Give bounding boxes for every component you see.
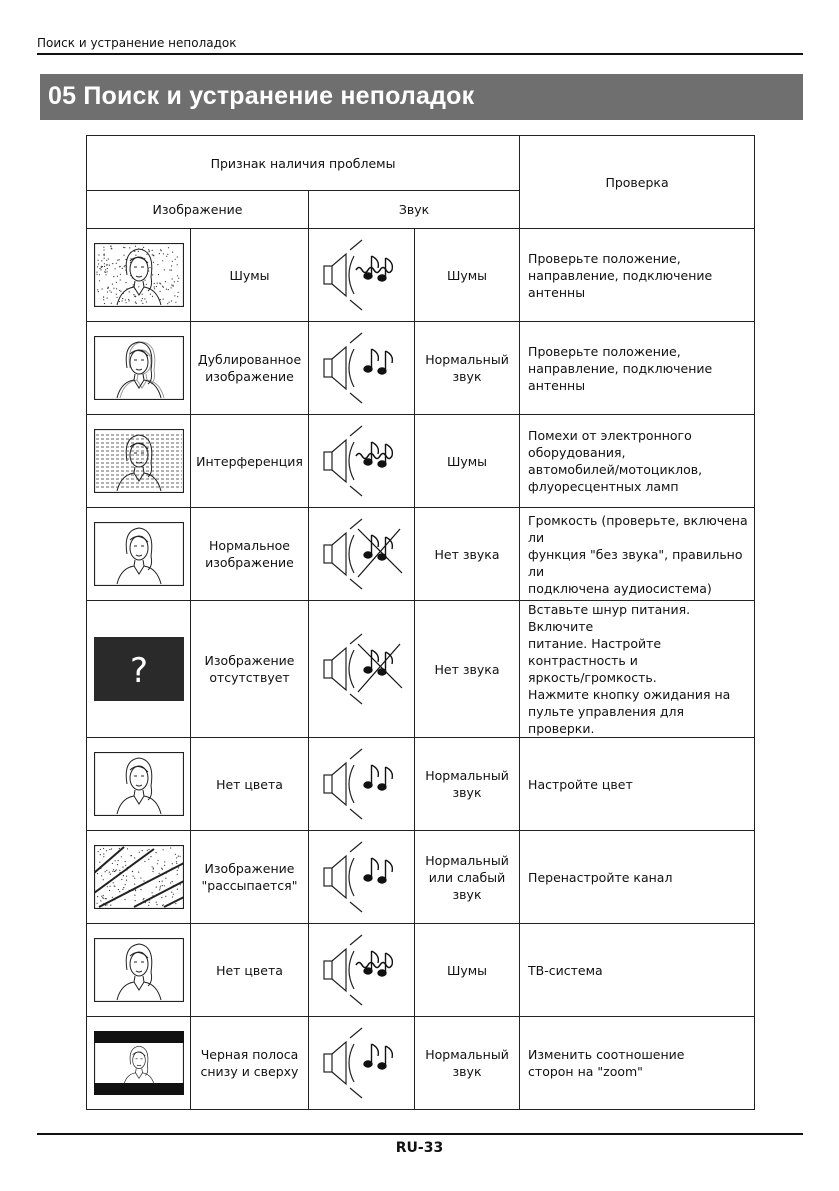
check-action: Проверьте положение, направление, подключение антенны xyxy=(520,229,755,322)
picture-symptom: Черная полоса снизу и сверху xyxy=(191,1017,309,1110)
table-row xyxy=(87,415,755,508)
tv-no-color-icon xyxy=(87,738,191,831)
picture-symptom: Нормальное изображение xyxy=(191,508,309,601)
check-action: Проверьте положение, направление, подключение антенны xyxy=(520,322,755,415)
running-title: Поиск и устранение неполадок xyxy=(37,36,237,50)
tv-black-bars-icon xyxy=(87,1017,191,1110)
sound-symptom: Нет звука xyxy=(415,508,520,601)
check-action: Перенастройте канал xyxy=(520,831,755,924)
check-action: Помехи от электронного оборудования, автомобилей/мотоциклов, флуоресцентных ламп xyxy=(520,415,755,508)
section-banner xyxy=(40,74,803,120)
tv-normal-picture-icon xyxy=(87,508,191,601)
check-action: Изменить соотношение сторон на "zoom" xyxy=(520,1017,755,1110)
check-action: Громкость (проверьте, включена ли функция "без звука", правильно ли подключена аудиосистема) xyxy=(520,508,755,601)
check-action: ТВ-система xyxy=(520,924,755,1017)
tv-no-picture-icon xyxy=(87,601,191,738)
tv-scrambled-picture-icon xyxy=(87,831,191,924)
table-row xyxy=(87,229,755,322)
picture-header: Изображение xyxy=(87,191,309,229)
table-row xyxy=(87,322,755,415)
picture-symptom: Нет цвета xyxy=(191,738,309,831)
speaker-normal-icon xyxy=(309,831,415,924)
tv-double-image-icon xyxy=(87,322,191,415)
speaker-muted-icon xyxy=(309,601,415,738)
speaker-noise-icon xyxy=(309,229,415,322)
sound-symptom: Нет звука xyxy=(415,601,520,738)
table-row xyxy=(87,1017,755,1110)
header-rule xyxy=(37,53,803,55)
troubleshooting-table xyxy=(86,135,755,1110)
footer-rule xyxy=(37,1133,803,1135)
speaker-noise-icon xyxy=(309,415,415,508)
check-action: Вставьте шнур питания. Включите питание. Настройте контрастность и яркость/громкость. Нажмите кнопку ожидания на пульте управления для проверки. xyxy=(520,601,755,738)
sound-symptom: Шумы xyxy=(415,415,520,508)
picture-symptom: Шумы xyxy=(191,229,309,322)
speaker-normal-icon xyxy=(309,738,415,831)
sound-symptom: Шумы xyxy=(415,924,520,1017)
picture-symptom: Изображение отсутствует xyxy=(191,601,309,738)
tv-no-color-icon xyxy=(87,924,191,1017)
check-header: Проверка xyxy=(520,136,755,229)
section-title: 05 Поиск и устранение неполадок xyxy=(48,82,475,110)
svg-text:?: ? xyxy=(129,651,148,691)
symptom-header: Признак наличия проблемы xyxy=(87,136,520,191)
picture-symptom: Дублированное изображение xyxy=(191,322,309,415)
speaker-noise-icon xyxy=(309,924,415,1017)
page-number: RU-33 xyxy=(395,1140,444,1156)
tv-noisy-picture-icon xyxy=(87,229,191,322)
table-row xyxy=(87,508,755,601)
picture-symptom: Нет цвета xyxy=(191,924,309,1017)
speaker-normal-icon xyxy=(309,1017,415,1110)
speaker-muted-icon xyxy=(309,508,415,601)
picture-symptom: Изображение "рассыпается" xyxy=(191,831,309,924)
table-row xyxy=(87,924,755,1017)
check-action: Настройте цвет xyxy=(520,738,755,831)
table-row xyxy=(87,831,755,924)
table-row xyxy=(87,738,755,831)
sound-symptom: Нормальный звук xyxy=(415,1017,520,1110)
tv-interference-icon xyxy=(87,415,191,508)
sound-symptom: Нормальный звук xyxy=(415,738,520,831)
sound-symptom: Нормальный звук xyxy=(415,322,520,415)
table-row xyxy=(87,601,755,738)
sound-symptom: Нормальный или слабый звук xyxy=(415,831,520,924)
sound-symptom: Шумы xyxy=(415,229,520,322)
picture-symptom: Интерференция xyxy=(191,415,309,508)
speaker-normal-icon xyxy=(309,322,415,415)
sound-header: Звук xyxy=(309,191,520,229)
